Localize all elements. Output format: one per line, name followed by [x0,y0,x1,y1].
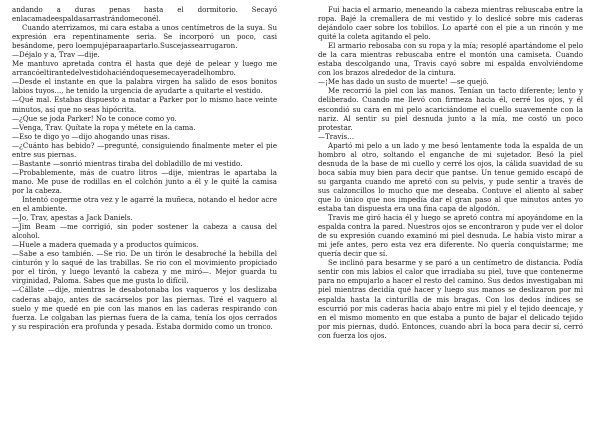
paragraph: —Huele a madera quemada y a productos químicos. [12,240,199,250]
left-page [12,5,277,423]
paragraph: Cuando aterrizamos, mi cara estaba a unos centímetros de la suya. Su expresión era repentinamente seria. Se incorporó un poco, casi besándome, pero loempujéparaapartarlo.Suscejassearrugaron. [12,23,277,51]
paragraph: —Eso te digo yo —dijo ahogando unas risas. [12,131,170,141]
paragraph: —Déjalo y a, Trav —dije. [12,50,100,60]
paragraph: Me mantuvo apretada contra él hasta que dejé de pelear y luego me arrancóeltirantedelvestidohaciéndoquesemecayeradelhombro. [12,59,277,78]
right-page [318,5,583,423]
paragraph: Intentó cogerme otra vez y le agarré la muñeca, notando el hedor acre en el ambiente. [12,194,277,214]
paragraph: Fui hacia el armario, meneando la cabeza mientras rebuscaba entre la ropa. Bajé la cremallera de mi vestido y lo deslicé sobre mis caderas dejándolo caer sobre los tobillos. Lo aparté con el pie a un rincón y me quité la coleta agitando el pelo. [318,5,583,42]
paragraph: —Travis… [318,131,355,141]
paragraph: Se inclinó para besarme y se paró a un centímetro de distancia. Podía sentir con mis labios el calor que irradiaba su piel, tuve que contenerme para no empujarlo a hacer el resto del camino. Sus dedos investigaban mi piel mientras decidía qué hacer y luego sus manos se deslizaron por mi espalda hasta la cinturilla de mis bragas. Con los dedos índices se escurrió por mis caderas hacia abajo entre mi piel y el tejido deencaje, y en el mismo momento en que estaba a punto de bajar el delicado tejido por mis piernas, dudó. Entonces, cuando abrí la boca para decir sí, cerró con fuerza los ojos. [318,258,583,340]
paragraph: —Jo, Trav, apestas a Jack Daniels. [12,213,133,223]
paragraph: —Bastante —sonrió mientras tiraba del dobladillo de mi vestido. [12,158,243,168]
paragraph: —¿Que se joda Parker! No te conoce como yo. [12,113,177,123]
paragraph: —¡Me has dado un susto de muerte! —se quejó. [318,77,489,87]
paragraph: —Venga, Trav. Quítate la ropa y métete en la cama. [12,122,196,132]
paragraph: Apartó mi pelo a un lado y me besó lentamente toda la espalda de un hombro al otro, soltando el enganche de mi sujetador. Besó la piel desnuda de la base de mi cuello y cerré los ojos, la cálida suavidad de su boca sabía muy bien para decir que pantse. Un tenue gemido escapó de su garganta cuando me apretó con su pelvis, y pude sentir a través de sus calzoncillos lo mucho que me deseaba. Contuve el aliento al saber que lo único que nos impedía dar el gran paso al que minutos antes yo estaba tan dispuesta era una fina capa de algodón. [318,140,583,214]
paragraph: andando a duras penas hasta el dormitorio. Secayó enlacamadeespaldasarrastrándomeconél. [12,5,277,24]
paragraph: —Qué mal. Estabas dispuesto a matar a Parker por lo mismo hace veinte minutos, así que no seas hipócrita. [12,95,277,114]
paragraph: —¿Cuánto has bebido? —pregunté, consiguiendo finalmente meter el pie entre sus piernas. [12,140,277,159]
paragraph: —Cállate —dije, mientras le desabotonaba los vaqueros y los deslizaba caderas abajo, antes de sacárselos por las piernas. Tiré el vaquero al suelo y me quedé en pie con las manos en las caderas respirando con fuerza. Le colgaban las piernas fuera de la cama, tenía los ojos cerrados y su respiración era profunda y pesada. Estaba dormido como un tronco. [12,285,277,331]
paragraph: —Jim Beam —me corrigió, sin poder sostener la cabeza a causa del alcohol. [12,222,277,241]
paragraph: Me recorrió la piel con las manos. Tenían un tacto diferente; lento y deliberado. Cuando me llevó con firmeza hacia él, cerré los ojos, y él escondió su cara en mi pelo acariciándome el cuello suavemente con la nariz. Al sentir su piel desnuda junto a la mía, me costó un poco protestar. [318,86,583,132]
paragraph: —Probablemente, más de cuatro litros —dije, mientras le apartaba la mano. Me puse de rodillas en el colchón junto a él y le quité la camisa por la cabeza. [12,167,277,195]
paragraph: El armario rebosaba con su ropa y la mía; resoplé apartándome el pelo de la cara mientras rebuscaba entre el montón una camiseta. Cuando estaba descolgando una, Travis cayó sobre mi espalda envolviéndome con los brazos alrededor de la cintura. [318,41,583,78]
paragraph: —Desde el instante en que la palabra virgen ha salido de esos bonitos labios tuyos..., he tenido la urgencia de ayudarte a quitarte el vestido. [12,77,277,96]
paragraph: Travis me giró hacia él y luego se apretó contra mí apoyándome en la espalda contra la pared. Nuestros ojos se encontraron y pude ver el dolor de su expresión cuando examinó mi piel desnuda. Le había visto mirar a mi jefe antes, pero esta vez era diferente. No quería conquistarme; me quería decir que sí. [318,213,583,259]
paragraph: —Sabe a eso también. —Se rio. De un tirón le desabroché la hebilla del cinturón y lo saqué de las trabillas. Se rio con el movimiento propiciado por el tirón, y luego levantó la cabeza y me miró—. Mejor guarda tu virginidad, Paloma. Sabes que me gusta lo difícil. [12,249,277,286]
